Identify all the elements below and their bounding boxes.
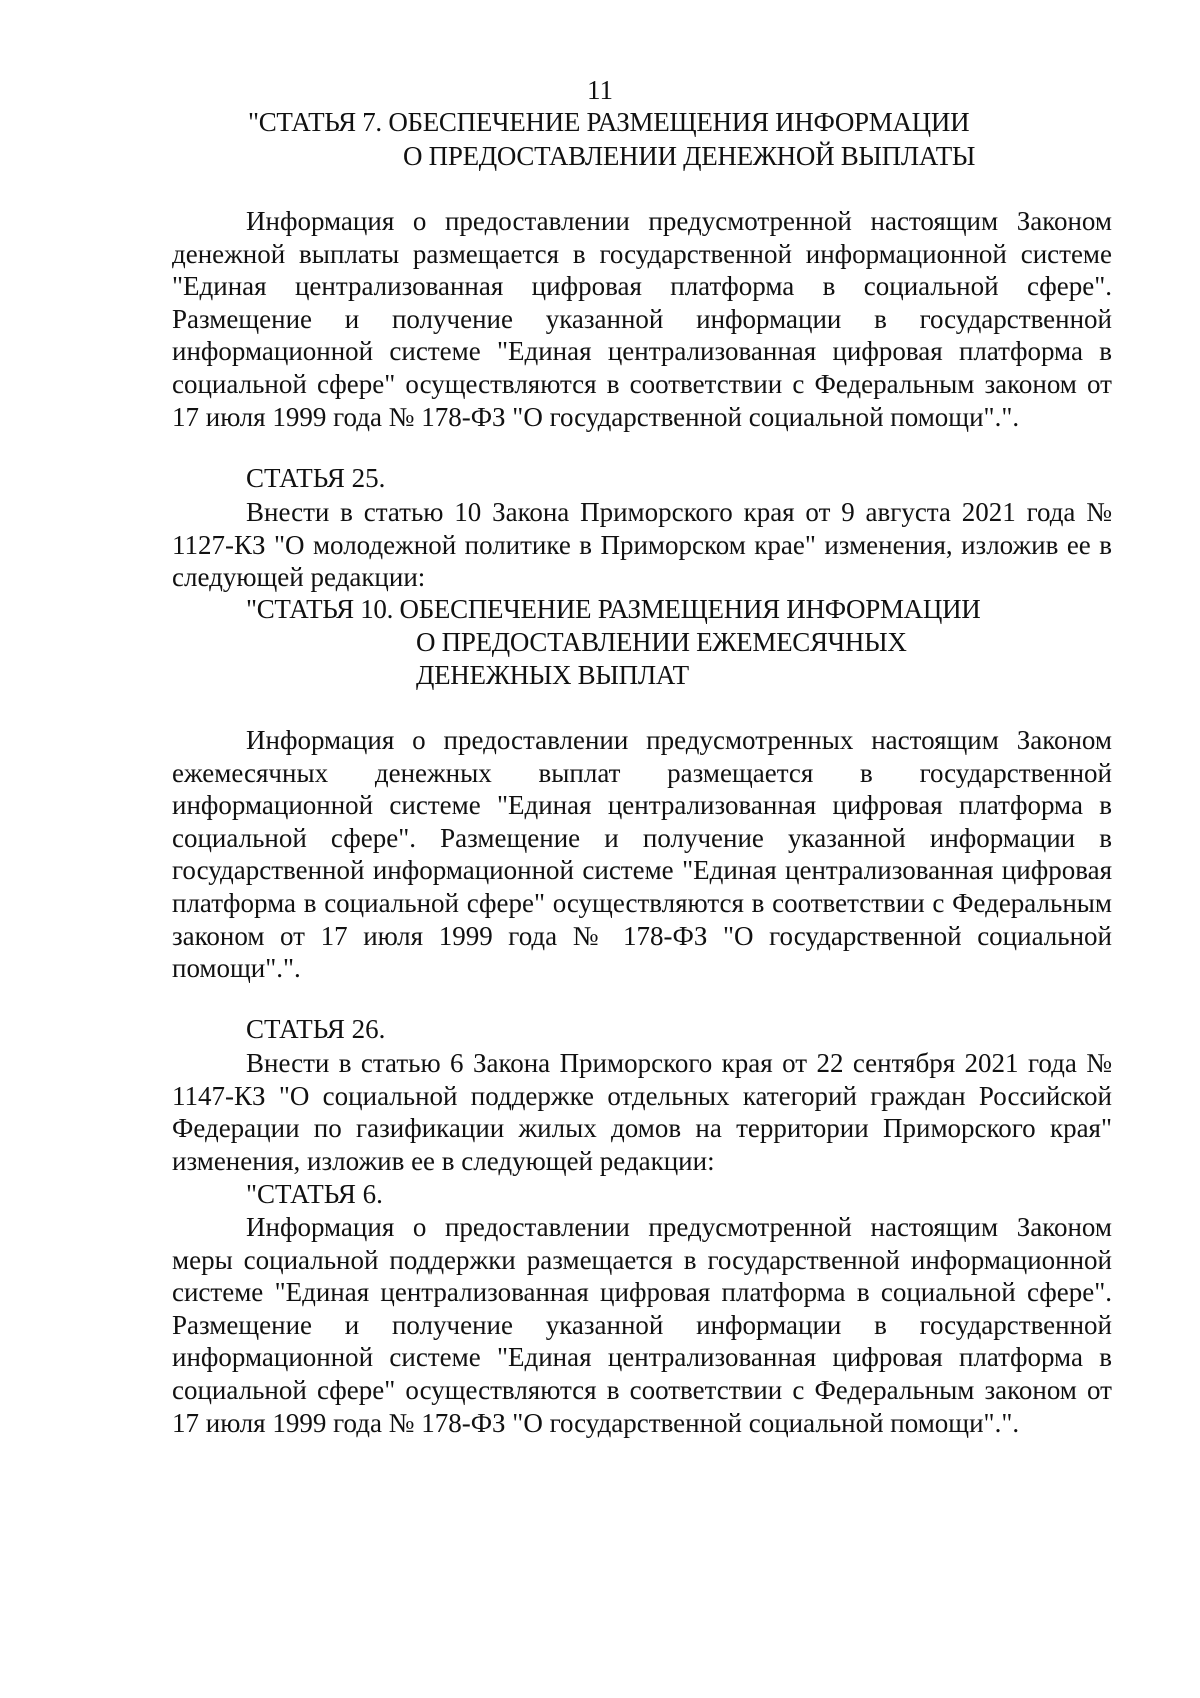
article10-paragraph: Информация о предоставлении предусмотренных настоящим Законом ежемесячных денежных выплат размещается в государственной информационной системе "Единая централизованная цифровая платформа в социальной сфере". Размещение и получение указанной информации в государственной информационной системе "Единая централизованная цифровая платформа в социальной сфере" осуществляются в соответствии с Федеральным законом от 17 июля 1999 года № 178-ФЗ "О государственной социальной помощи".". (172, 725, 1112, 984)
article25-title: СТАТЬЯ 25. (246, 463, 386, 493)
article7-body (172, 205, 1112, 433)
article26-title: СТАТЬЯ 26. (246, 1014, 386, 1044)
article25-intro-block (172, 496, 1112, 594)
article10-heading-line1: "СТАТЬЯ 10. ОБЕСПЕЧЕНИЕ РАЗМЕЩЕНИЯ ИНФОРМАЦИИ (246, 594, 981, 624)
article26-intro-block (172, 1047, 1112, 1177)
article25-intro: Внести в статью 10 Закона Приморского края от 9 августа 2021 года № 1127-КЗ "О молодежной политике в Приморском крае" изменения, изложив ее в следующей редакции: (172, 497, 1112, 593)
article10-heading-line2: О ПРЕДОСТАВЛЕНИИ ЕЖЕМЕСЯЧНЫХ (416, 627, 907, 657)
article7-heading-line2: О ПРЕДОСТАВЛЕНИИ ДЕНЕЖНОЙ ВЫПЛАТЫ (403, 141, 976, 171)
page-number: 11 (587, 75, 613, 105)
article7-heading-line1: "СТАТЬЯ 7. ОБЕСПЕЧЕНИЕ РАЗМЕЩЕНИЯ ИНФОРМАЦИИ (248, 107, 970, 137)
article6-body (172, 1211, 1112, 1439)
article7-paragraph: Информация о предоставлении предусмотренной настоящим Законом денежной выплаты размещается в государственной информационной системе "Единая централизованная цифровая платформа в социальной сфере". Размещение и получение указанной информации в государственной информационной системе "Единая централизованная цифровая платформа в социальной сфере" осуществляются в соответствии с Федеральным законом от 17 июля 1999 года № 178-ФЗ "О государственной социальной помощи".". (172, 206, 1112, 432)
article26-intro: Внести в статью 6 Закона Приморского края от 22 сентября 2021 года № 1147-КЗ "О социальной поддержке отдельных категорий граждан Российской Федерации по газификации жилых домов на территории Приморского края" изменения, изложив ее в следующей редакции: (172, 1048, 1112, 1176)
article6-heading: "СТАТЬЯ 6. (246, 1179, 383, 1209)
article6-paragraph: Информация о предоставлении предусмотренной настоящим Законом меры социальной поддержки размещается в государственной информационной системе "Единая централизованная цифровая платформа в социальной сфере". Размещение и получение указанной информации в государственной информационной системе "Единая централизованная цифровая платформа в социальной сфере" осуществляются в соответствии с Федеральным законом от 17 июля 1999 года № 178-ФЗ "О государственной социальной помощи".". (172, 1212, 1112, 1438)
article10-body (172, 724, 1112, 985)
article10-heading-line3: ДЕНЕЖНЫХ ВЫПЛАТ (416, 660, 689, 690)
